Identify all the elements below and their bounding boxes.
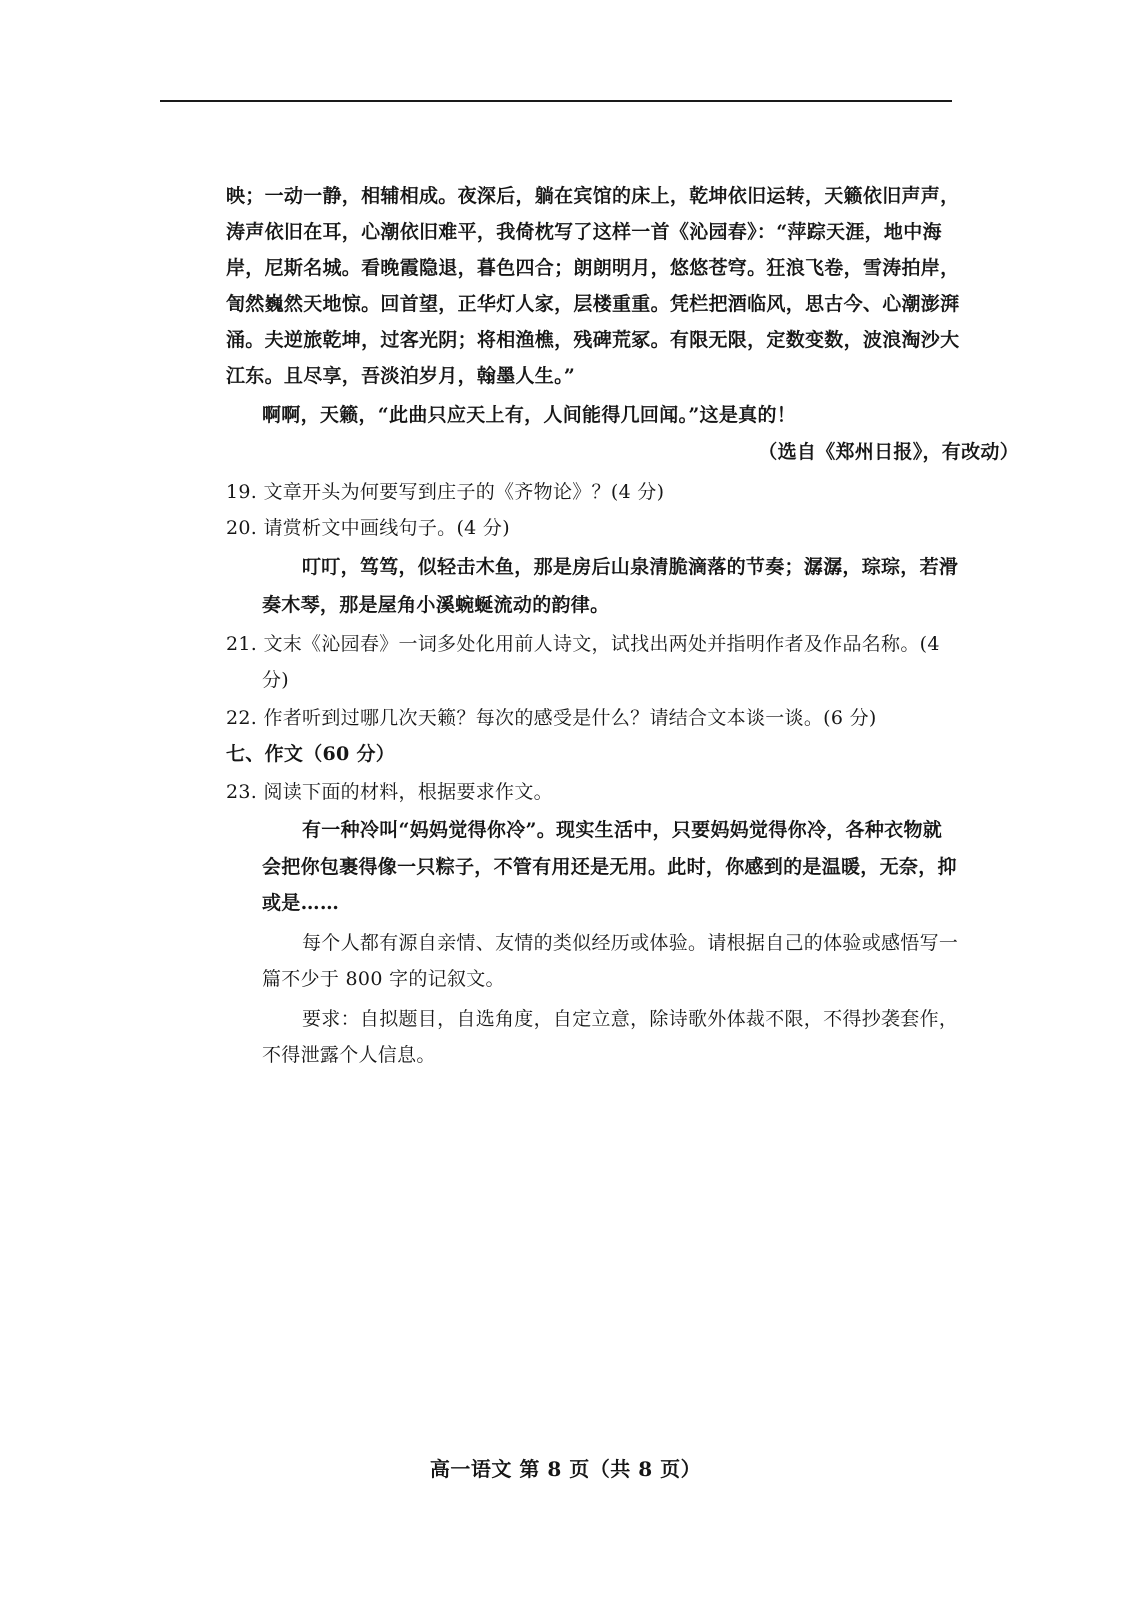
passage-line-6: 江东。且尽享，吾淡泊岁月，翰墨人生。” (226, 365, 576, 387)
material-line-3: 或是…… (262, 892, 340, 914)
question-23: 23. 阅读下面的材料，根据要求作文。 (226, 781, 553, 803)
requirements-line-2: 不得泄露个人信息。 (262, 1044, 436, 1066)
material-line-1: 有一种冷叫“妈妈觉得你冷”。现实生活中，只要妈妈觉得你冷，各种衣物就 (302, 819, 943, 841)
task-line-1: 每个人都有源自亲情、友情的类似经历或体验。请根据自己的体验或感悟写一 (302, 932, 959, 954)
header-rule (160, 100, 952, 102)
question-21: 21. 文末《沁园春》一词多处化用前人诗文，试找出两处并指明作者及作品名称。(4 (226, 633, 940, 655)
question-19: 19. 文章开头为何要写到庄子的《齐物论》？(4 分) (226, 481, 665, 503)
question-22: 22. 作者听到过哪几次天籁？每次的感受是什么？请结合文本谈一谈。(6 分) (226, 707, 877, 729)
passage-line-1: 映；一动一静，相辅相成。夜深后，躺在宾馆的床上，乾坤依旧运转，天籁依旧声声， (226, 185, 960, 207)
passage-source: （选自《郑州日报》，有改动） (758, 441, 1019, 463)
page-footer: 高一语文 第 8 页（共 8 页） (429, 1457, 702, 1481)
passage-line-5: 涌。夫逆旅乾坤，过客光阴；将相渔樵，残碑荒冢。有限无限，定数变数，波浪淘沙大 (226, 329, 960, 351)
question-20-quote-line-1: 叮叮，笃笃，似轻击木鱼，那是房后山泉清脆滴落的节奏；潺潺，琮琮，若滑 (302, 556, 959, 578)
passage-line-4: 訇然巍然天地惊。回首望，正华灯人家，层楼重重。凭栏把酒临风，思古今、心潮澎湃 (226, 293, 960, 315)
section-heading-composition: 七、作文（60 分） (226, 743, 396, 765)
material-line-2: 会把你包裹得像一只粽子，不管有用还是无用。此时，你感到的是温暖，无奈，抑 (262, 856, 957, 878)
requirements-line-1: 要求：自拟题目，自选角度，自定立意，除诗歌外体裁不限，不得抄袭套作， (302, 1008, 959, 1030)
question-21-continued: 分) (262, 669, 290, 691)
passage-line-2: 涛声依旧在耳，心潮依旧难平，我倚枕写了这样一首《沁园春》：“萍踪天涯，地中海 (226, 221, 942, 243)
passage-line-3: 岸，尼斯名城。看晚霞隐退，暮色四合；朗朗明月，悠悠苍穹。狂浪飞卷，雪涛拍岸， (226, 257, 960, 279)
question-20-quote-line-2: 奏木琴，那是屋角小溪蜿蜒流动的韵律。 (262, 594, 610, 616)
passage-closing: 啊啊，天籁，“此曲只应天上有，人间能得几回闻。”这是真的！ (262, 404, 797, 426)
question-20: 20. 请赏析文中画线句子。(4 分) (226, 517, 510, 539)
task-line-2: 篇不少于 800 字的记叙文。 (262, 968, 505, 990)
